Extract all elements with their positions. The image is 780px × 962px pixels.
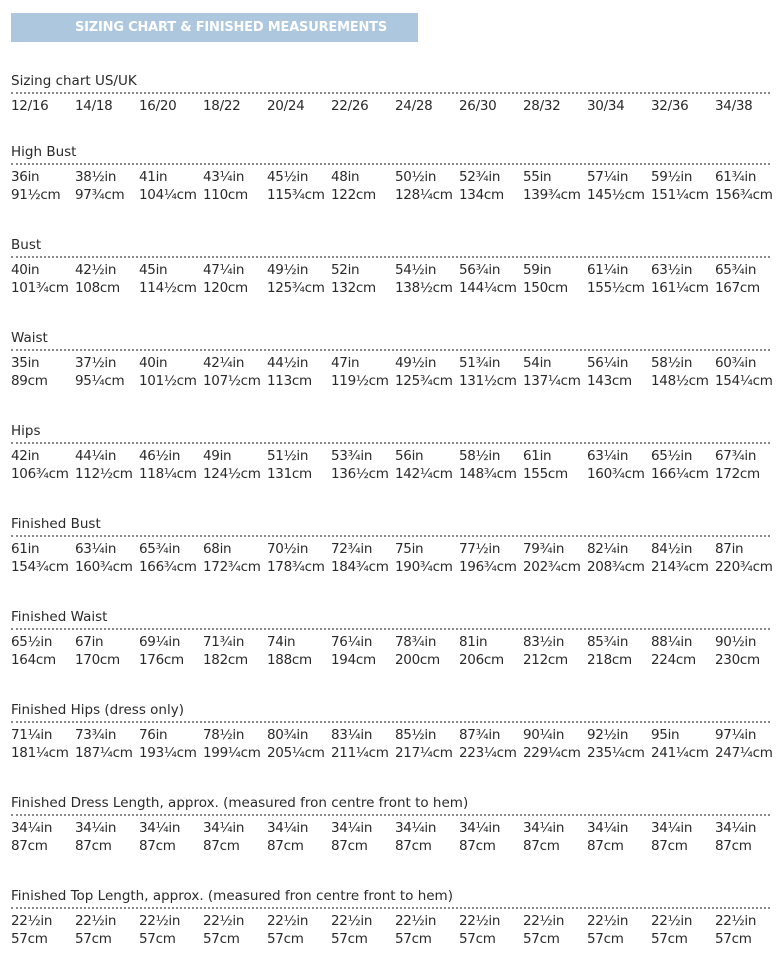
table-row <box>11 372 771 390</box>
measurement-cell: 34¼in <box>139 820 181 836</box>
measurement-cell: 107½cm <box>203 373 261 389</box>
measurement-section <box>11 515 771 576</box>
measurement-cell: 87cm <box>267 838 304 854</box>
measurement-cell: 184¾cm <box>331 559 389 575</box>
measurement-cell: 76in <box>139 727 168 743</box>
measurement-cell: 71¼in <box>11 727 53 743</box>
measurement-cell: 181¼cm <box>11 745 69 761</box>
measurement-cell: 60¾in <box>715 355 757 371</box>
measurement-cell: 87cm <box>75 838 112 854</box>
measurement-cell: 87cm <box>587 838 624 854</box>
measurement-cell: 34¼in <box>75 820 117 836</box>
measurement-cell: 34¼in <box>715 820 757 836</box>
measurement-cell: 128¼cm <box>395 187 453 203</box>
measurement-cell: 57cm <box>11 931 48 947</box>
measurement-cell: 18/22 <box>203 98 241 114</box>
measurement-cell: 46½in <box>139 448 181 464</box>
measurement-cell: 217¼cm <box>395 745 453 761</box>
table-row <box>11 930 771 948</box>
measurement-section <box>11 608 771 669</box>
measurement-cell: 47in <box>331 355 360 371</box>
measurement-cell: 120cm <box>203 280 248 296</box>
dotted-divider <box>11 442 770 444</box>
measurement-cell: 57cm <box>715 931 752 947</box>
measurement-cell: 90¼in <box>523 727 565 743</box>
measurement-cell: 172cm <box>715 466 760 482</box>
measurement-cell: 97¾cm <box>75 187 125 203</box>
section-title: Bust <box>11 237 42 253</box>
measurement-cell: 87cm <box>331 838 368 854</box>
measurement-cell: 70½in <box>267 541 309 557</box>
dotted-divider <box>11 256 770 258</box>
measurement-cell: 199¼cm <box>203 745 261 761</box>
measurement-cell: 40in <box>11 262 40 278</box>
measurement-cell: 49in <box>203 448 232 464</box>
measurement-cell: 74in <box>267 634 296 650</box>
measurement-cell: 34¼in <box>395 820 437 836</box>
measurement-cell: 37½in <box>75 355 117 371</box>
measurement-cell: 56in <box>395 448 424 464</box>
measurement-cell: 106¾cm <box>11 466 69 482</box>
measurement-cell: 73¾in <box>75 727 117 743</box>
measurement-cell: 91½cm <box>11 187 61 203</box>
table-row <box>11 558 771 576</box>
measurement-cell: 76¼in <box>331 634 373 650</box>
measurement-cell: 47¼in <box>203 262 245 278</box>
measurement-cell: 208¾cm <box>587 559 645 575</box>
table-row <box>11 354 771 372</box>
measurement-cell: 87cm <box>11 838 48 854</box>
measurement-cell: 202¾cm <box>523 559 581 575</box>
table-row <box>11 726 771 744</box>
measurement-cell: 77½in <box>459 541 501 557</box>
measurement-cell: 57cm <box>331 931 368 947</box>
measurement-cell: 34/38 <box>715 98 753 114</box>
measurement-cell: 89cm <box>11 373 48 389</box>
measurement-cell: 87cm <box>651 838 688 854</box>
measurement-cell: 193¼cm <box>139 745 197 761</box>
section-title: Waist <box>11 330 48 346</box>
table-row <box>11 633 771 651</box>
measurement-cell: 230cm <box>715 652 760 668</box>
dotted-divider <box>11 349 770 351</box>
table-row <box>11 912 771 930</box>
measurement-cell: 223¼cm <box>459 745 517 761</box>
measurement-cell: 87in <box>715 541 744 557</box>
measurement-cell: 20/24 <box>267 98 305 114</box>
measurement-cell: 110cm <box>203 187 248 203</box>
measurement-cell: 122cm <box>331 187 376 203</box>
dotted-divider <box>11 628 770 630</box>
measurement-cell: 34¼in <box>267 820 309 836</box>
measurement-cell: 34¼in <box>523 820 565 836</box>
measurement-cell: 112½cm <box>75 466 133 482</box>
measurement-section <box>11 329 771 390</box>
measurement-cell: 68in <box>203 541 232 557</box>
measurement-cell: 61¾in <box>715 169 757 185</box>
measurement-cell: 41in <box>139 169 168 185</box>
measurement-cell: 57cm <box>75 931 112 947</box>
measurement-cell: 42½in <box>75 262 117 278</box>
measurement-cell: 241¼cm <box>651 745 709 761</box>
measurement-cell: 85¾in <box>587 634 629 650</box>
measurement-cell: 200cm <box>395 652 440 668</box>
measurement-cell: 101½cm <box>139 373 197 389</box>
dotted-divider <box>11 907 770 909</box>
measurement-cell: 65½in <box>651 448 693 464</box>
measurement-cell: 151¼cm <box>651 187 709 203</box>
measurement-cell: 57cm <box>459 931 496 947</box>
measurement-cell: 28/32 <box>523 98 561 114</box>
section-title: Hips <box>11 423 41 439</box>
measurement-cell: 45in <box>139 262 168 278</box>
measurement-cell: 132cm <box>331 280 376 296</box>
measurement-cell: 34¼in <box>11 820 53 836</box>
chart-banner: SIZING CHART & FINISHED MEASUREMENTS <box>11 13 418 42</box>
measurement-cell: 131½cm <box>459 373 517 389</box>
measurement-cell: 57cm <box>139 931 176 947</box>
section-title: Finished Hips (dress only) <box>11 702 184 718</box>
measurement-cell: 83¼in <box>331 727 373 743</box>
measurement-cell: 83½in <box>523 634 565 650</box>
measurement-cell: 55in <box>523 169 552 185</box>
measurement-cell: 148½cm <box>651 373 709 389</box>
dotted-divider <box>11 92 770 94</box>
measurement-cell: 114½cm <box>139 280 197 296</box>
measurement-cell: 187¼cm <box>75 745 133 761</box>
measurement-cell: 63½in <box>651 262 693 278</box>
measurement-cell: 95¼cm <box>75 373 125 389</box>
measurement-cell: 190¾cm <box>395 559 453 575</box>
measurement-cell: 26/30 <box>459 98 497 114</box>
measurement-cell: 172¾cm <box>203 559 261 575</box>
dotted-divider <box>11 163 770 165</box>
measurement-cell: 247¼cm <box>715 745 773 761</box>
measurement-cell: 161¼cm <box>651 280 709 296</box>
measurement-cell: 51½in <box>267 448 309 464</box>
measurement-cell: 42¼in <box>203 355 245 371</box>
measurement-cell: 22½in <box>203 913 245 929</box>
measurement-cell: 212cm <box>523 652 568 668</box>
measurement-cell: 164cm <box>11 652 56 668</box>
measurement-cell: 87cm <box>203 838 240 854</box>
measurement-cell: 95in <box>651 727 680 743</box>
table-row <box>11 447 771 465</box>
measurement-cell: 22½in <box>75 913 117 929</box>
measurement-cell: 49½in <box>395 355 437 371</box>
measurement-cell: 52in <box>331 262 360 278</box>
measurement-cell: 235¼cm <box>587 745 645 761</box>
measurement-cell: 61in <box>523 448 552 464</box>
dotted-divider <box>11 814 770 816</box>
measurement-cell: 50½in <box>395 169 437 185</box>
measurement-cell: 67¾in <box>715 448 757 464</box>
table-row <box>11 837 771 855</box>
measurement-cell: 22½in <box>331 913 373 929</box>
measurement-cell: 170cm <box>75 652 120 668</box>
measurement-section <box>11 72 771 115</box>
measurement-cell: 138½cm <box>395 280 453 296</box>
measurement-cell: 155cm <box>523 466 568 482</box>
table-row <box>11 261 771 279</box>
section-title: Finished Dress Length, approx. (measured fron centre front to hem) <box>11 795 469 811</box>
measurement-cell: 218cm <box>587 652 632 668</box>
section-title: Finished Top Length, approx. (measured fron centre front to hem) <box>11 888 453 904</box>
measurement-cell: 58½in <box>651 355 693 371</box>
measurement-cell: 160¾cm <box>587 466 645 482</box>
measurement-cell: 78½in <box>203 727 245 743</box>
measurement-cell: 113cm <box>267 373 312 389</box>
measurement-cell: 194cm <box>331 652 376 668</box>
measurement-cell: 30/34 <box>587 98 625 114</box>
measurement-cell: 142¼cm <box>395 466 453 482</box>
measurement-cell: 35in <box>11 355 40 371</box>
measurement-cell: 42in <box>11 448 40 464</box>
measurement-cell: 79¾in <box>523 541 565 557</box>
measurement-cell: 97¼in <box>715 727 757 743</box>
measurement-cell: 154¾cm <box>11 559 69 575</box>
measurement-cell: 57cm <box>651 931 688 947</box>
measurement-cell: 22½in <box>587 913 629 929</box>
measurement-cell: 119½cm <box>331 373 389 389</box>
measurement-cell: 134cm <box>459 187 504 203</box>
measurement-cell: 196¾cm <box>459 559 517 575</box>
measurement-cell: 58½in <box>459 448 501 464</box>
measurement-cell: 85½in <box>395 727 437 743</box>
measurement-cell: 45½in <box>267 169 309 185</box>
measurement-cell: 57cm <box>203 931 240 947</box>
table-row <box>11 168 771 186</box>
measurement-cell: 65½in <box>11 634 53 650</box>
measurement-cell: 44½in <box>267 355 309 371</box>
section-title: Finished Waist <box>11 609 108 625</box>
measurement-cell: 57cm <box>395 931 432 947</box>
measurement-cell: 160¾cm <box>75 559 133 575</box>
measurement-cell: 22½in <box>139 913 181 929</box>
measurement-cell: 12/16 <box>11 98 49 114</box>
measurement-cell: 48in <box>331 169 360 185</box>
measurement-cell: 34¼in <box>331 820 373 836</box>
measurement-cell: 139¾cm <box>523 187 581 203</box>
measurement-cell: 125¾cm <box>395 373 453 389</box>
measurement-cell: 87cm <box>523 838 560 854</box>
measurement-cell: 53¾in <box>331 448 373 464</box>
measurement-cell: 22½in <box>459 913 501 929</box>
measurement-cell: 14/18 <box>75 98 113 114</box>
measurement-cell: 143cm <box>587 373 632 389</box>
measurement-cell: 67in <box>75 634 104 650</box>
measurement-cell: 51¾in <box>459 355 501 371</box>
measurement-cell: 22½in <box>395 913 437 929</box>
measurement-cell: 104¼cm <box>139 187 197 203</box>
measurement-cell: 59in <box>523 262 552 278</box>
measurement-cell: 125¾cm <box>267 280 325 296</box>
measurement-cell: 38½in <box>75 169 117 185</box>
measurement-cell: 57cm <box>523 931 560 947</box>
measurement-cell: 167cm <box>715 280 760 296</box>
dotted-divider <box>11 535 770 537</box>
measurement-cell: 136½cm <box>331 466 389 482</box>
measurement-cell: 214¾cm <box>651 559 709 575</box>
measurement-cell: 178¾cm <box>267 559 325 575</box>
measurement-cell: 34¼in <box>651 820 693 836</box>
measurement-cell: 56¾in <box>459 262 501 278</box>
measurement-section <box>11 422 771 483</box>
measurement-cell: 52¾in <box>459 169 501 185</box>
measurement-cell: 220¾cm <box>715 559 773 575</box>
measurement-cell: 34¼in <box>587 820 629 836</box>
measurement-cell: 224cm <box>651 652 696 668</box>
measurement-cell: 87cm <box>715 838 752 854</box>
measurement-cell: 115¾cm <box>267 187 325 203</box>
measurement-cell: 61¼in <box>587 262 629 278</box>
measurement-cell: 40in <box>139 355 168 371</box>
measurement-cell: 65¾in <box>715 262 757 278</box>
measurement-cell: 188cm <box>267 652 312 668</box>
measurement-cell: 22½in <box>11 913 53 929</box>
measurement-cell: 32/36 <box>651 98 689 114</box>
measurement-cell: 211¼cm <box>331 745 389 761</box>
measurement-cell: 166¾cm <box>139 559 197 575</box>
measurement-cell: 90½in <box>715 634 757 650</box>
measurement-cell: 34¼in <box>203 820 245 836</box>
measurement-cell: 59½in <box>651 169 693 185</box>
measurement-cell: 49½in <box>267 262 309 278</box>
table-row <box>11 819 771 837</box>
measurement-cell: 118¼cm <box>139 466 197 482</box>
measurement-cell: 206cm <box>459 652 504 668</box>
measurement-cell: 63¼in <box>587 448 629 464</box>
section-title: High Bust <box>11 144 77 160</box>
measurement-cell: 57cm <box>587 931 624 947</box>
measurement-cell: 16/20 <box>139 98 177 114</box>
measurement-cell: 88¼in <box>651 634 693 650</box>
measurement-cell: 78¾in <box>395 634 437 650</box>
measurement-cell: 82¼in <box>587 541 629 557</box>
measurement-cell: 22½in <box>651 913 693 929</box>
measurement-cell: 75in <box>395 541 424 557</box>
measurement-cell: 24/28 <box>395 98 433 114</box>
measurement-cell: 176cm <box>139 652 184 668</box>
table-row <box>11 540 771 558</box>
measurement-cell: 155½cm <box>587 280 645 296</box>
measurement-cell: 43¼in <box>203 169 245 185</box>
measurement-cell: 72¾in <box>331 541 373 557</box>
section-title: Sizing chart US/UK <box>11 73 137 89</box>
measurement-cell: 71¾in <box>203 634 245 650</box>
measurement-section <box>11 794 771 855</box>
measurement-cell: 205¼cm <box>267 745 325 761</box>
measurement-cell: 56¼in <box>587 355 629 371</box>
measurement-cell: 22½in <box>715 913 757 929</box>
measurement-cell: 92½in <box>587 727 629 743</box>
measurement-cell: 124½cm <box>203 466 261 482</box>
measurement-cell: 22½in <box>267 913 309 929</box>
measurement-section <box>11 701 771 762</box>
section-title: Finished Bust <box>11 516 101 532</box>
measurement-cell: 65¾in <box>139 541 181 557</box>
measurement-cell: 57cm <box>267 931 304 947</box>
measurement-cell: 84½in <box>651 541 693 557</box>
measurement-cell: 44¼in <box>75 448 117 464</box>
table-row <box>11 744 771 762</box>
measurement-cell: 54in <box>523 355 552 371</box>
measurement-cell: 36in <box>11 169 40 185</box>
table-row <box>11 279 771 297</box>
measurement-cell: 81in <box>459 634 488 650</box>
measurement-cell: 148¾cm <box>459 466 517 482</box>
measurement-cell: 87¾in <box>459 727 501 743</box>
measurement-cell: 63¼in <box>75 541 117 557</box>
measurement-section <box>11 887 771 948</box>
table-row <box>11 465 771 483</box>
measurement-cell: 229¼cm <box>523 745 581 761</box>
measurement-cell: 182cm <box>203 652 248 668</box>
dotted-divider <box>11 721 770 723</box>
measurement-cell: 154¼cm <box>715 373 773 389</box>
table-row <box>11 97 771 115</box>
measurement-cell: 87cm <box>139 838 176 854</box>
measurement-cell: 80¾in <box>267 727 309 743</box>
measurement-cell: 87cm <box>395 838 432 854</box>
measurement-cell: 150cm <box>523 280 568 296</box>
measurement-cell: 137¼cm <box>523 373 581 389</box>
table-row <box>11 651 771 669</box>
measurement-cell: 61in <box>11 541 40 557</box>
measurement-cell: 22/26 <box>331 98 369 114</box>
measurement-cell: 144¼cm <box>459 280 517 296</box>
measurement-cell: 156¾cm <box>715 187 773 203</box>
measurement-cell: 166¼cm <box>651 466 709 482</box>
measurement-cell: 101¾cm <box>11 280 69 296</box>
table-row <box>11 186 771 204</box>
measurement-cell: 69¼in <box>139 634 181 650</box>
measurement-cell: 34¼in <box>459 820 501 836</box>
measurement-cell: 108cm <box>75 280 120 296</box>
measurement-cell: 145½cm <box>587 187 645 203</box>
measurement-cell: 87cm <box>459 838 496 854</box>
measurement-section <box>11 236 771 297</box>
measurement-cell: 57¼in <box>587 169 629 185</box>
measurement-cell: 131cm <box>267 466 312 482</box>
measurement-section <box>11 143 771 204</box>
measurement-cell: 54½in <box>395 262 437 278</box>
measurement-cell: 22½in <box>523 913 565 929</box>
